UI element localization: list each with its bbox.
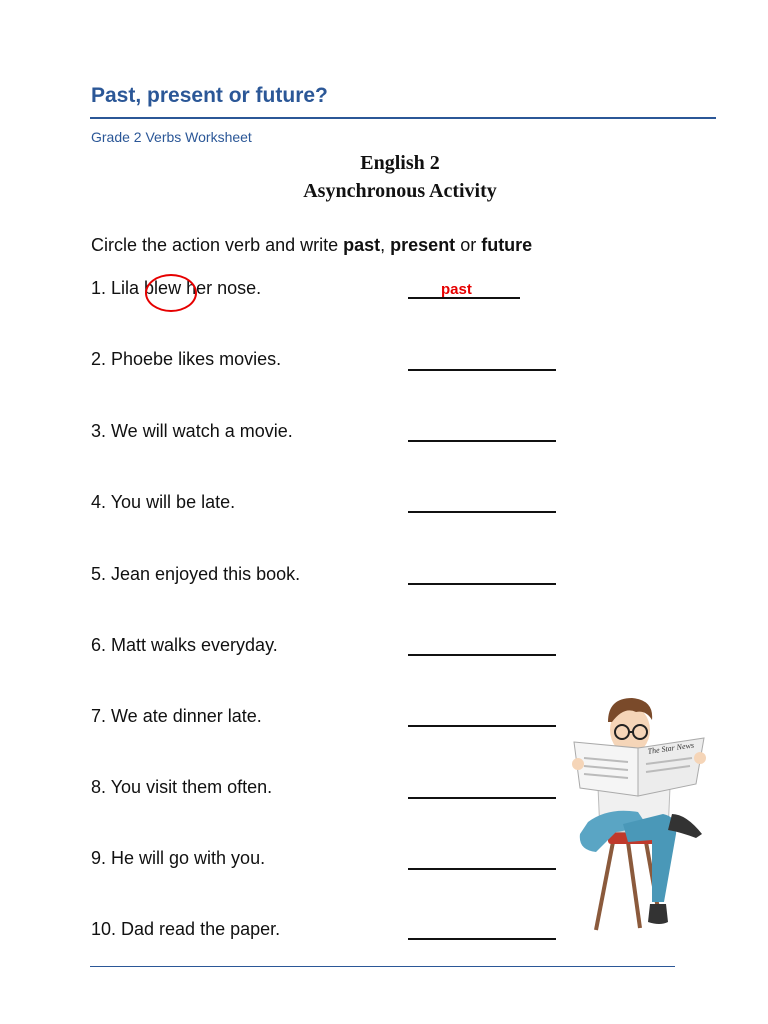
answer-blank-2[interactable]: [408, 369, 556, 371]
instructions-prefix: Circle the action verb and write: [91, 235, 344, 255]
chair-leg: [596, 842, 613, 930]
instructions: [91, 235, 532, 256]
reading-man-illustration: [568, 692, 718, 942]
chair-leg: [628, 842, 640, 928]
answer-1: past: [441, 281, 472, 298]
answer-blank-5[interactable]: [408, 583, 556, 585]
question-1-verb: blew: [144, 278, 182, 298]
verb-circle: [145, 274, 197, 312]
answer-blank-6[interactable]: [408, 654, 556, 656]
question-3: 3. We will watch a movie.: [91, 421, 293, 441]
answer-blank-7[interactable]: [408, 725, 556, 727]
hand: [572, 758, 584, 770]
question-7: 7. We ate dinner late.: [91, 706, 262, 726]
answer-blank-3[interactable]: [408, 440, 556, 442]
worksheet-subtitle: Grade 2 Verbs Worksheet: [91, 129, 252, 145]
question-8: 8. You visit them often.: [91, 777, 273, 797]
instructions-sep1: ,: [380, 235, 391, 255]
instructions-present: present: [390, 235, 456, 255]
question-5: 5. Jean enjoyed this book.: [91, 564, 301, 584]
question-2: 2. Phoebe likes movies.: [91, 349, 282, 369]
question-9: 9. He will go with you.: [91, 848, 266, 868]
question-4: 4. You will be late.: [91, 492, 236, 512]
instructions-sep2: or: [455, 235, 482, 255]
answer-blank-4[interactable]: [408, 511, 556, 513]
question-6: 6. Matt walks everyday.: [91, 635, 278, 655]
shoe-icon: [648, 904, 668, 924]
course-heading: English 2: [360, 152, 440, 174]
question-1-before: 1. Lila: [91, 278, 145, 298]
hand: [694, 752, 706, 764]
answer-blank-1[interactable]: [408, 297, 520, 299]
instructions-future: future: [481, 235, 533, 255]
title-divider: [90, 117, 716, 119]
worksheet-title: Past, present or future?: [91, 84, 328, 107]
question-10: 10. Dad read the paper.: [91, 919, 281, 939]
answer-blank-10[interactable]: [408, 938, 556, 940]
activity-heading: Asynchronous Activity: [303, 180, 497, 202]
newspaper-title: The Star News: [647, 740, 695, 756]
question-1-after: her nose.: [181, 278, 262, 298]
footer-divider: [90, 966, 675, 967]
answer-blank-8[interactable]: [408, 797, 556, 799]
instructions-past: past: [343, 235, 381, 255]
answer-blank-9[interactable]: [408, 868, 556, 870]
